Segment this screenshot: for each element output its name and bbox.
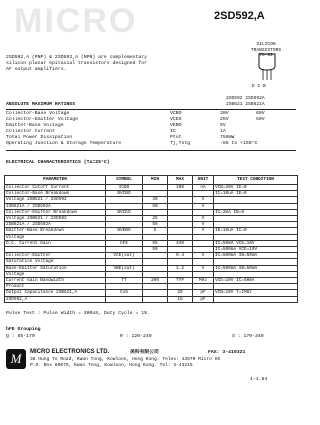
condition-cell: IC=500mA VCE=10V	[214, 247, 298, 253]
package-type: SILICON TRANSISTORS	[250, 42, 282, 53]
param-cell: Voltage	[5, 234, 106, 240]
condition-cell	[214, 296, 298, 302]
table-row	[5, 278, 298, 284]
condition-cell: IC=2mA IB=0	[214, 209, 298, 215]
condition-cell: IC=500mA IB=50mA	[214, 265, 298, 271]
param-cell: Output Capacitance 2SB621,A	[5, 290, 106, 296]
unit-cell: V	[193, 216, 214, 222]
unit-cell: V	[193, 265, 214, 271]
intro-line: 2SD592,A (PNP) & 2SD592,A (NPN) are complementary	[6, 55, 148, 60]
max-cell: 340	[168, 240, 193, 246]
symbol-cell: VBE(sat)	[106, 265, 143, 271]
unit-cell: pF	[193, 290, 214, 296]
col-header: MAX	[168, 176, 193, 185]
param-value: 30V	[220, 111, 229, 116]
to92-package-icon	[253, 52, 281, 82]
col-header: TEST CONDITION	[214, 176, 298, 185]
elec-char-title: ELECTRICAL CHARACTERISTICS (Ta=25°C)	[6, 160, 110, 165]
param-cell: Emitter-Base Breakdown	[5, 228, 106, 234]
param-cell: Current Gain Bandwidth	[5, 278, 106, 284]
company-fax: FAX: 3-410321	[208, 350, 246, 355]
param-cell: Collector-Emitter	[5, 253, 106, 259]
part-number: 2SD592,A	[214, 10, 265, 22]
param-name: Total Power Dissipation	[6, 135, 73, 140]
param-name: Collector-Emitter Voltage	[6, 117, 78, 122]
symbol-cell: Cob	[106, 290, 143, 296]
min-cell: 60	[143, 203, 168, 209]
hfe-group-q: Q : 85-170	[6, 334, 35, 339]
symbol-cell: ICBO	[106, 185, 143, 191]
min-cell: 200	[143, 278, 168, 284]
min-cell: 50	[143, 222, 168, 228]
param-cell: Saturation Voltage	[5, 259, 106, 265]
unit-cell: V	[193, 228, 214, 234]
min-cell: 50	[143, 247, 168, 253]
table-row	[5, 296, 298, 302]
param-name: Emitter-Base Voltage	[6, 123, 64, 128]
unit-cell: V	[193, 253, 214, 259]
hfe-grouping-title: hFE Grouping	[6, 327, 41, 332]
col-header: MIN	[143, 176, 168, 185]
param-cell: 2SD592,A	[5, 296, 106, 302]
param-cell: Collector-Base Breakdown	[5, 191, 106, 197]
max-cell: 100	[168, 185, 193, 191]
min-cell: 85	[143, 240, 168, 246]
param-value: 60V	[256, 111, 265, 116]
intro-paragraph	[6, 55, 206, 73]
hfe-group-s: S : 170-340	[232, 334, 264, 339]
max-cell: 1.2	[168, 265, 193, 271]
symbol-cell: BVCBO	[106, 191, 143, 197]
table-body	[5, 185, 298, 303]
hfe-group-r: R : 120-240	[120, 334, 152, 339]
abs-max-col-header-1: 2SD592 2SD592A	[226, 96, 265, 101]
param-symbol: VCEO	[170, 117, 182, 122]
company-logo-icon: M	[6, 349, 26, 369]
package-case: TO-92	[259, 53, 273, 59]
abs-max-row	[6, 141, 298, 147]
unit-cell: V	[193, 222, 214, 228]
param-cell: 2SB621A / 2SD592A	[5, 203, 106, 209]
table-header-row	[5, 176, 298, 185]
condition-cell: IC=500mA IB=50mA	[214, 253, 298, 259]
symbol-cell: VCE(sat)	[106, 253, 143, 259]
unit-cell: V	[193, 197, 214, 203]
param-name: Collector-Base Voltage	[6, 111, 70, 116]
param-symbol: VEBO	[170, 123, 182, 128]
divider	[6, 150, 296, 151]
intro-line: AF output amplifiers.	[6, 67, 67, 72]
param-value: -55 to +150°C	[220, 141, 258, 146]
symbol-cell: BVEBO	[106, 228, 143, 234]
param-symbol: Tj,Tstg	[170, 141, 191, 146]
param-cell: 2SB621A / 2SD592A	[5, 222, 106, 228]
param-value: 25V	[220, 117, 229, 122]
pulse-note: Pulse Test : Pulse Width = 300uS, Duty Cycle = 1%.	[6, 311, 150, 316]
param-cell: Voltage 2SB621 / 2SD592	[5, 216, 106, 222]
condition-cell: IC=50mA VCE=10V	[214, 240, 298, 246]
condition-cell: IE=10uA IC=0	[214, 228, 298, 234]
symbol-cell: hFE	[106, 240, 143, 246]
param-cell: Product	[5, 284, 106, 290]
company-name: MICRO ELECTRONICS LTD.	[30, 349, 110, 355]
max-cell: TYP	[168, 278, 193, 284]
max-cell: 15	[168, 296, 193, 302]
param-cell: Voltage 2SB621 / 2SD592	[5, 197, 106, 203]
company-address-1: 38 Hung To Road, Kwun Tong, Kowloon, Hong Kong. Telex: 43970 Micro HX	[30, 357, 221, 362]
unit-cell: V	[193, 203, 214, 209]
param-value: 1A	[220, 129, 226, 134]
param-value: 750mW	[220, 135, 235, 140]
col-header: PARAMETER	[5, 176, 106, 185]
symbol-cell	[106, 296, 143, 302]
param-name: Collector Current	[6, 129, 55, 134]
condition-cell: VCE=10V IC=50mA	[214, 278, 298, 284]
condition-cell: IC=10uA IE=0	[214, 191, 298, 197]
divider	[6, 109, 296, 110]
param-cell: Collector-Emitter Breakdown	[5, 209, 106, 215]
min-cell: 30	[143, 197, 168, 203]
param-cell: Voltage	[5, 271, 106, 277]
col-header: SYMBOL	[106, 176, 143, 185]
max-cell: 0.4	[168, 253, 193, 259]
param-symbol: IC	[170, 129, 176, 134]
symbol-cell: fT	[106, 278, 143, 284]
unit-cell: nA	[193, 185, 214, 191]
param-cell: Collector Cutoff Current	[5, 185, 106, 191]
param-symbol: VCBO	[170, 111, 182, 116]
logo-watermark: MICRO	[14, 2, 138, 40]
param-cell: Base-Emitter Saturation	[5, 265, 106, 271]
abs-max-table	[6, 111, 298, 147]
min-cell	[143, 296, 168, 302]
symbol-cell: BVCEO	[106, 209, 143, 215]
company-address-2: P.O. Box 60079, Kwun Tong, Kowloon, Hong Kong. Tel: 3-43215	[30, 363, 193, 368]
param-value: 5V	[220, 123, 226, 128]
param-cell: D.C. Current Gain	[5, 240, 106, 246]
param-value: 50V	[256, 117, 265, 122]
param-name: Operating Junction & Storage Temperature	[6, 141, 122, 146]
param-symbol: Ptot	[170, 135, 182, 140]
page-number: 1-1.84	[250, 377, 268, 382]
abs-max-title: ABSOLUTE MAXIMUM RATINGS	[6, 102, 76, 107]
min-cell: 25	[143, 216, 168, 222]
col-header: UNIT	[193, 176, 214, 185]
elec-char-table	[4, 175, 298, 303]
max-cell: 20	[168, 290, 193, 296]
condition-cell: VCB=20V IE=0	[214, 185, 298, 191]
abs-max-col-header-2: 2SB621 2SB621A	[226, 102, 265, 107]
min-cell: 5	[143, 228, 168, 234]
unit-cell: pF	[193, 296, 214, 302]
condition-cell: VCB=10V f=1MHz	[214, 290, 298, 296]
unit-cell: MHz	[193, 278, 214, 284]
company-name-cn: 美科有限公司	[130, 350, 159, 355]
package-pins: E C B	[252, 84, 266, 89]
intro-line: silicon planar epitaxial transistors designed for	[6, 61, 148, 66]
